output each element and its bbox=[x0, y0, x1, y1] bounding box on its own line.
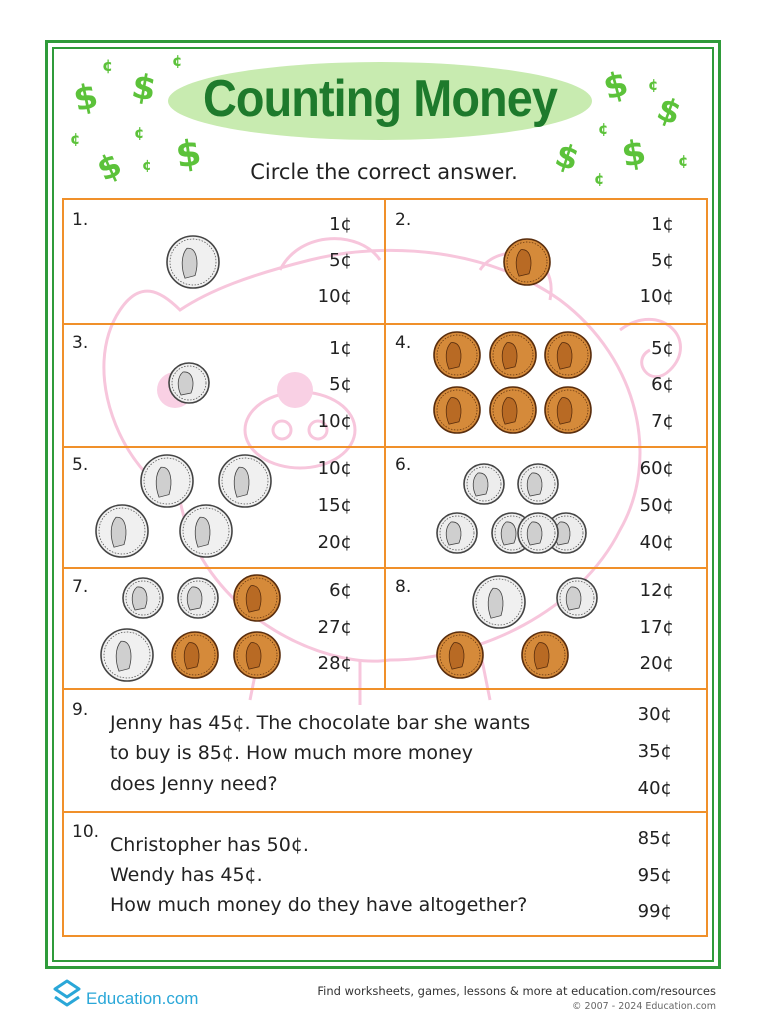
problem-number: 1. bbox=[72, 210, 89, 230]
answer-option[interactable]: 5¢ bbox=[651, 338, 674, 359]
cent-sign-icon: ¢ bbox=[134, 124, 145, 142]
dime-coin bbox=[516, 462, 560, 506]
answer-option[interactable]: 60¢ bbox=[639, 458, 674, 479]
answer-option[interactable]: 6¢ bbox=[651, 374, 674, 395]
problem-number: 4. bbox=[395, 333, 412, 353]
penny-coin bbox=[543, 330, 593, 380]
dollar-sign-icon: $ bbox=[128, 66, 159, 110]
nickel-coin bbox=[217, 453, 273, 509]
dollar-sign-icon: $ bbox=[618, 132, 649, 176]
nickel-coin bbox=[99, 627, 155, 683]
answer-option[interactable]: 5¢ bbox=[329, 250, 352, 271]
page-title: Counting Money bbox=[203, 70, 557, 128]
cent-sign-icon: ¢ bbox=[678, 152, 689, 170]
penny-coin bbox=[170, 630, 220, 680]
answer-option[interactable]: 17¢ bbox=[639, 617, 674, 638]
word-problem-line: How much money do they have altogether? bbox=[110, 894, 528, 916]
answer-option[interactable]: 40¢ bbox=[639, 532, 674, 553]
cent-sign-icon: ¢ bbox=[102, 56, 114, 75]
word-problem-line: does Jenny need? bbox=[110, 773, 278, 795]
footer-tagline: Find worksheets, games, lessons & more at education.com/resources bbox=[317, 984, 716, 998]
nickel-coin bbox=[471, 574, 527, 630]
cent-sign-icon: ¢ bbox=[70, 130, 81, 148]
answer-option[interactable]: 12¢ bbox=[639, 580, 674, 601]
answer-option[interactable]: 35¢ bbox=[637, 741, 672, 762]
dollar-sign-icon: $ bbox=[173, 132, 204, 177]
footer-copyright: © 2007 - 2024 Education.com bbox=[572, 1001, 716, 1012]
dime-coin bbox=[176, 576, 220, 620]
cent-sign-icon: ¢ bbox=[594, 170, 605, 188]
problem-number: 7. bbox=[72, 577, 89, 597]
answer-option[interactable]: 10¢ bbox=[317, 286, 352, 307]
penny-coin bbox=[488, 385, 538, 435]
dime-coin bbox=[435, 511, 479, 555]
dime-coin bbox=[121, 576, 165, 620]
penny-coin bbox=[232, 573, 282, 623]
brand-name: Education.com bbox=[86, 989, 199, 1008]
penny-coin bbox=[543, 385, 593, 435]
dime-coin bbox=[516, 511, 560, 555]
answer-option[interactable]: 10¢ bbox=[639, 286, 674, 307]
dime-coin bbox=[167, 361, 211, 405]
penny-coin bbox=[432, 330, 482, 380]
answer-option[interactable]: 99¢ bbox=[637, 901, 672, 922]
answer-option[interactable]: 1¢ bbox=[651, 214, 674, 235]
answer-option[interactable]: 1¢ bbox=[329, 338, 352, 359]
problem-number: 10. bbox=[72, 822, 100, 842]
cent-sign-icon: ¢ bbox=[172, 52, 183, 70]
answer-option[interactable]: 50¢ bbox=[639, 495, 674, 516]
answer-option[interactable]: 6¢ bbox=[329, 580, 352, 601]
cent-sign-icon: ¢ bbox=[142, 158, 152, 174]
answer-option[interactable]: 85¢ bbox=[637, 828, 672, 849]
dime-coin bbox=[462, 462, 506, 506]
nickel-coin bbox=[94, 503, 150, 559]
problem-number: 3. bbox=[72, 333, 89, 353]
cent-sign-icon: ¢ bbox=[598, 120, 609, 138]
penny-coin bbox=[502, 237, 552, 287]
penny-coin bbox=[232, 630, 282, 680]
problem-number: 9. bbox=[72, 700, 89, 720]
word-problem-line: Jenny has 45¢. The chocolate bar she wants bbox=[110, 712, 531, 734]
penny-coin bbox=[432, 385, 482, 435]
penny-coin bbox=[435, 630, 485, 680]
penny-coin bbox=[488, 330, 538, 380]
dollar-sign-icon: $ bbox=[550, 135, 584, 179]
problem-number: 8. bbox=[395, 577, 412, 597]
dollar-sign-icon: $ bbox=[70, 75, 102, 121]
dime-coin bbox=[555, 576, 599, 620]
word-problem-line: Wendy has 45¢. bbox=[110, 864, 263, 886]
answer-option[interactable]: 27¢ bbox=[317, 617, 352, 638]
answer-option[interactable]: 7¢ bbox=[651, 411, 674, 432]
answer-option[interactable]: 10¢ bbox=[317, 458, 352, 479]
answer-option[interactable]: 5¢ bbox=[329, 374, 352, 395]
answer-option[interactable]: 15¢ bbox=[317, 495, 352, 516]
education-logo-icon bbox=[52, 977, 82, 1011]
answer-option[interactable]: 5¢ bbox=[651, 250, 674, 271]
answer-option[interactable]: 40¢ bbox=[637, 778, 672, 799]
answer-option[interactable]: 1¢ bbox=[329, 214, 352, 235]
answer-option[interactable]: 20¢ bbox=[639, 653, 674, 674]
nickel-coin bbox=[165, 234, 221, 290]
answer-option[interactable]: 10¢ bbox=[317, 411, 352, 432]
answer-option[interactable]: 30¢ bbox=[637, 704, 672, 725]
word-problem-line: Christopher has 50¢. bbox=[110, 834, 309, 856]
problem-number: 2. bbox=[395, 210, 412, 230]
answer-option[interactable]: 95¢ bbox=[637, 865, 672, 886]
answer-option[interactable]: 20¢ bbox=[317, 532, 352, 553]
word-problem-line: to buy is 85¢. How much more money bbox=[110, 742, 473, 764]
answer-option[interactable]: 28¢ bbox=[317, 653, 352, 674]
nickel-coin bbox=[178, 503, 234, 559]
dollar-sign-icon: $ bbox=[91, 145, 128, 189]
cent-sign-icon: ¢ bbox=[648, 76, 659, 94]
problem-number: 5. bbox=[72, 455, 89, 475]
dollar-sign-icon: $ bbox=[599, 63, 633, 109]
problem-number: 6. bbox=[395, 455, 412, 475]
dollar-sign-icon: $ bbox=[652, 89, 687, 133]
instruction: Circle the correct answer. bbox=[250, 160, 518, 184]
nickel-coin bbox=[139, 453, 195, 509]
penny-coin bbox=[520, 630, 570, 680]
